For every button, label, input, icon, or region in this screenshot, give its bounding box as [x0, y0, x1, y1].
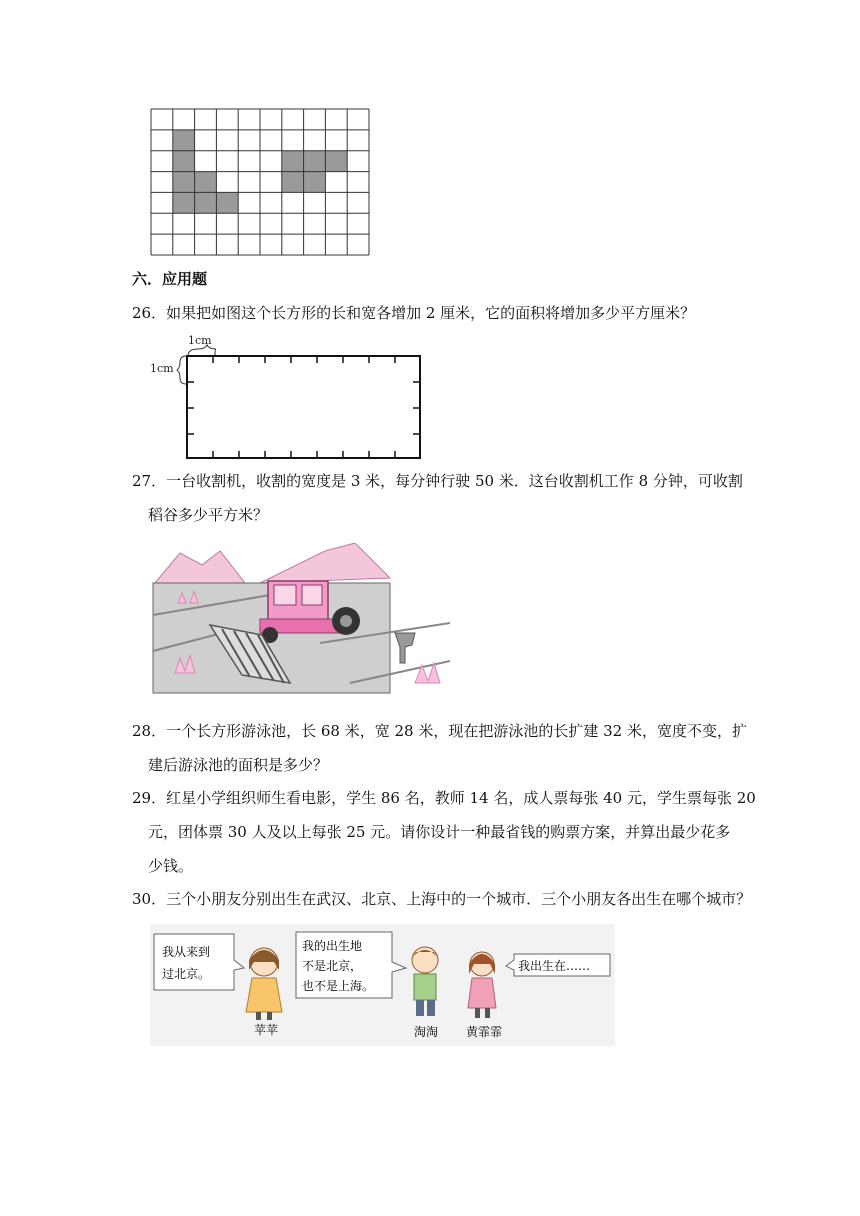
shaded-cell	[282, 172, 304, 193]
shaded-cell	[282, 151, 304, 172]
bubble-1-line-1: 我从来到	[162, 945, 211, 959]
harvester-illustration	[150, 543, 450, 698]
question-number: 27．	[132, 472, 167, 490]
bubble-2-line-3: 也不是上海。	[302, 979, 375, 993]
girl-huangfeifei	[468, 952, 496, 1018]
shaded-cell	[173, 172, 195, 193]
mountain-left	[155, 551, 245, 583]
side-length-label: 1cm	[150, 362, 174, 375]
shaded-cell	[304, 151, 326, 172]
name-taotao: 淘淘	[414, 1025, 439, 1039]
question-text-line-2: 建后游泳池的面积是多少？	[148, 756, 329, 774]
question-27	[132, 464, 772, 532]
shaded-cell	[304, 172, 326, 193]
shaded-cell	[173, 151, 195, 172]
question-text-line-3: 少钱。	[148, 857, 194, 875]
rectangle-figure	[150, 332, 425, 462]
question-29	[132, 781, 772, 883]
bubble-3-text: 我出生在……	[518, 959, 591, 973]
shaded-cell	[325, 151, 347, 172]
question-text: 如果把如图这个长方形的长和宽各增加 2 厘米，它的面积将增加多少平方厘米？	[166, 304, 696, 322]
question-text-line-1: 红星小学组织师生看电影，学生 86 名，教师 14 名，成人票每张 40 元，学生票每张 20	[166, 789, 756, 807]
shaded-cell	[195, 192, 217, 213]
question-28	[132, 714, 772, 782]
question-number: 30．	[132, 890, 167, 908]
top-length-label: 1cm	[188, 334, 212, 347]
bubble-2-line-1: 我的出生地	[302, 939, 363, 953]
speech-bubble-1	[154, 934, 244, 990]
bubble-1-line-2: 过北京。	[162, 967, 211, 981]
question-number: 26．	[132, 304, 167, 322]
section-title: 六．应用题	[132, 270, 208, 288]
shaded-cell	[173, 130, 195, 151]
question-number: 28．	[132, 722, 167, 740]
question-text-line-1: 一台收割机，收割的宽度是 3 米，每分钟行驶 50 米．这台收割机工作 8 分钟，可收割	[166, 472, 743, 490]
speech-bubble-2	[296, 932, 406, 998]
grid-figure	[150, 108, 370, 256]
side-brace	[177, 356, 186, 384]
kids-illustration	[150, 924, 615, 1046]
shaded-cell	[216, 192, 238, 213]
name-huangfeifei: 黄霏霏	[466, 1025, 503, 1039]
shaded-cell	[173, 192, 195, 213]
name-pingping: 苹苹	[254, 1023, 279, 1037]
shaded-cell	[195, 172, 217, 193]
bubble-2-line-2: 不是北京，	[302, 959, 363, 973]
speech-bubble-3	[506, 954, 610, 976]
signpost	[395, 633, 415, 663]
question-text-line-2: 稻谷多少平方米？	[148, 506, 269, 524]
question-26	[132, 296, 772, 330]
mountain-right	[260, 543, 390, 583]
girl-pingping	[246, 948, 282, 1020]
rectangle	[187, 356, 420, 458]
question-text-line-1: 一个长方形游泳池，长 68 米，宽 28 米，现在把游泳池的长扩建 32 米，宽度不变，扩	[166, 722, 747, 740]
question-number: 29．	[132, 789, 167, 807]
question-text-line-2: 元，团体票 30 人及以上每张 25 元。请你设计一种最省钱的购票方案，并算出最少花多	[148, 823, 731, 841]
question-30	[132, 882, 772, 916]
question-text: 三个小朋友分别出生在武汉、北京、上海中的一个城市．三个小朋友各出生在哪个城市？	[166, 890, 752, 908]
